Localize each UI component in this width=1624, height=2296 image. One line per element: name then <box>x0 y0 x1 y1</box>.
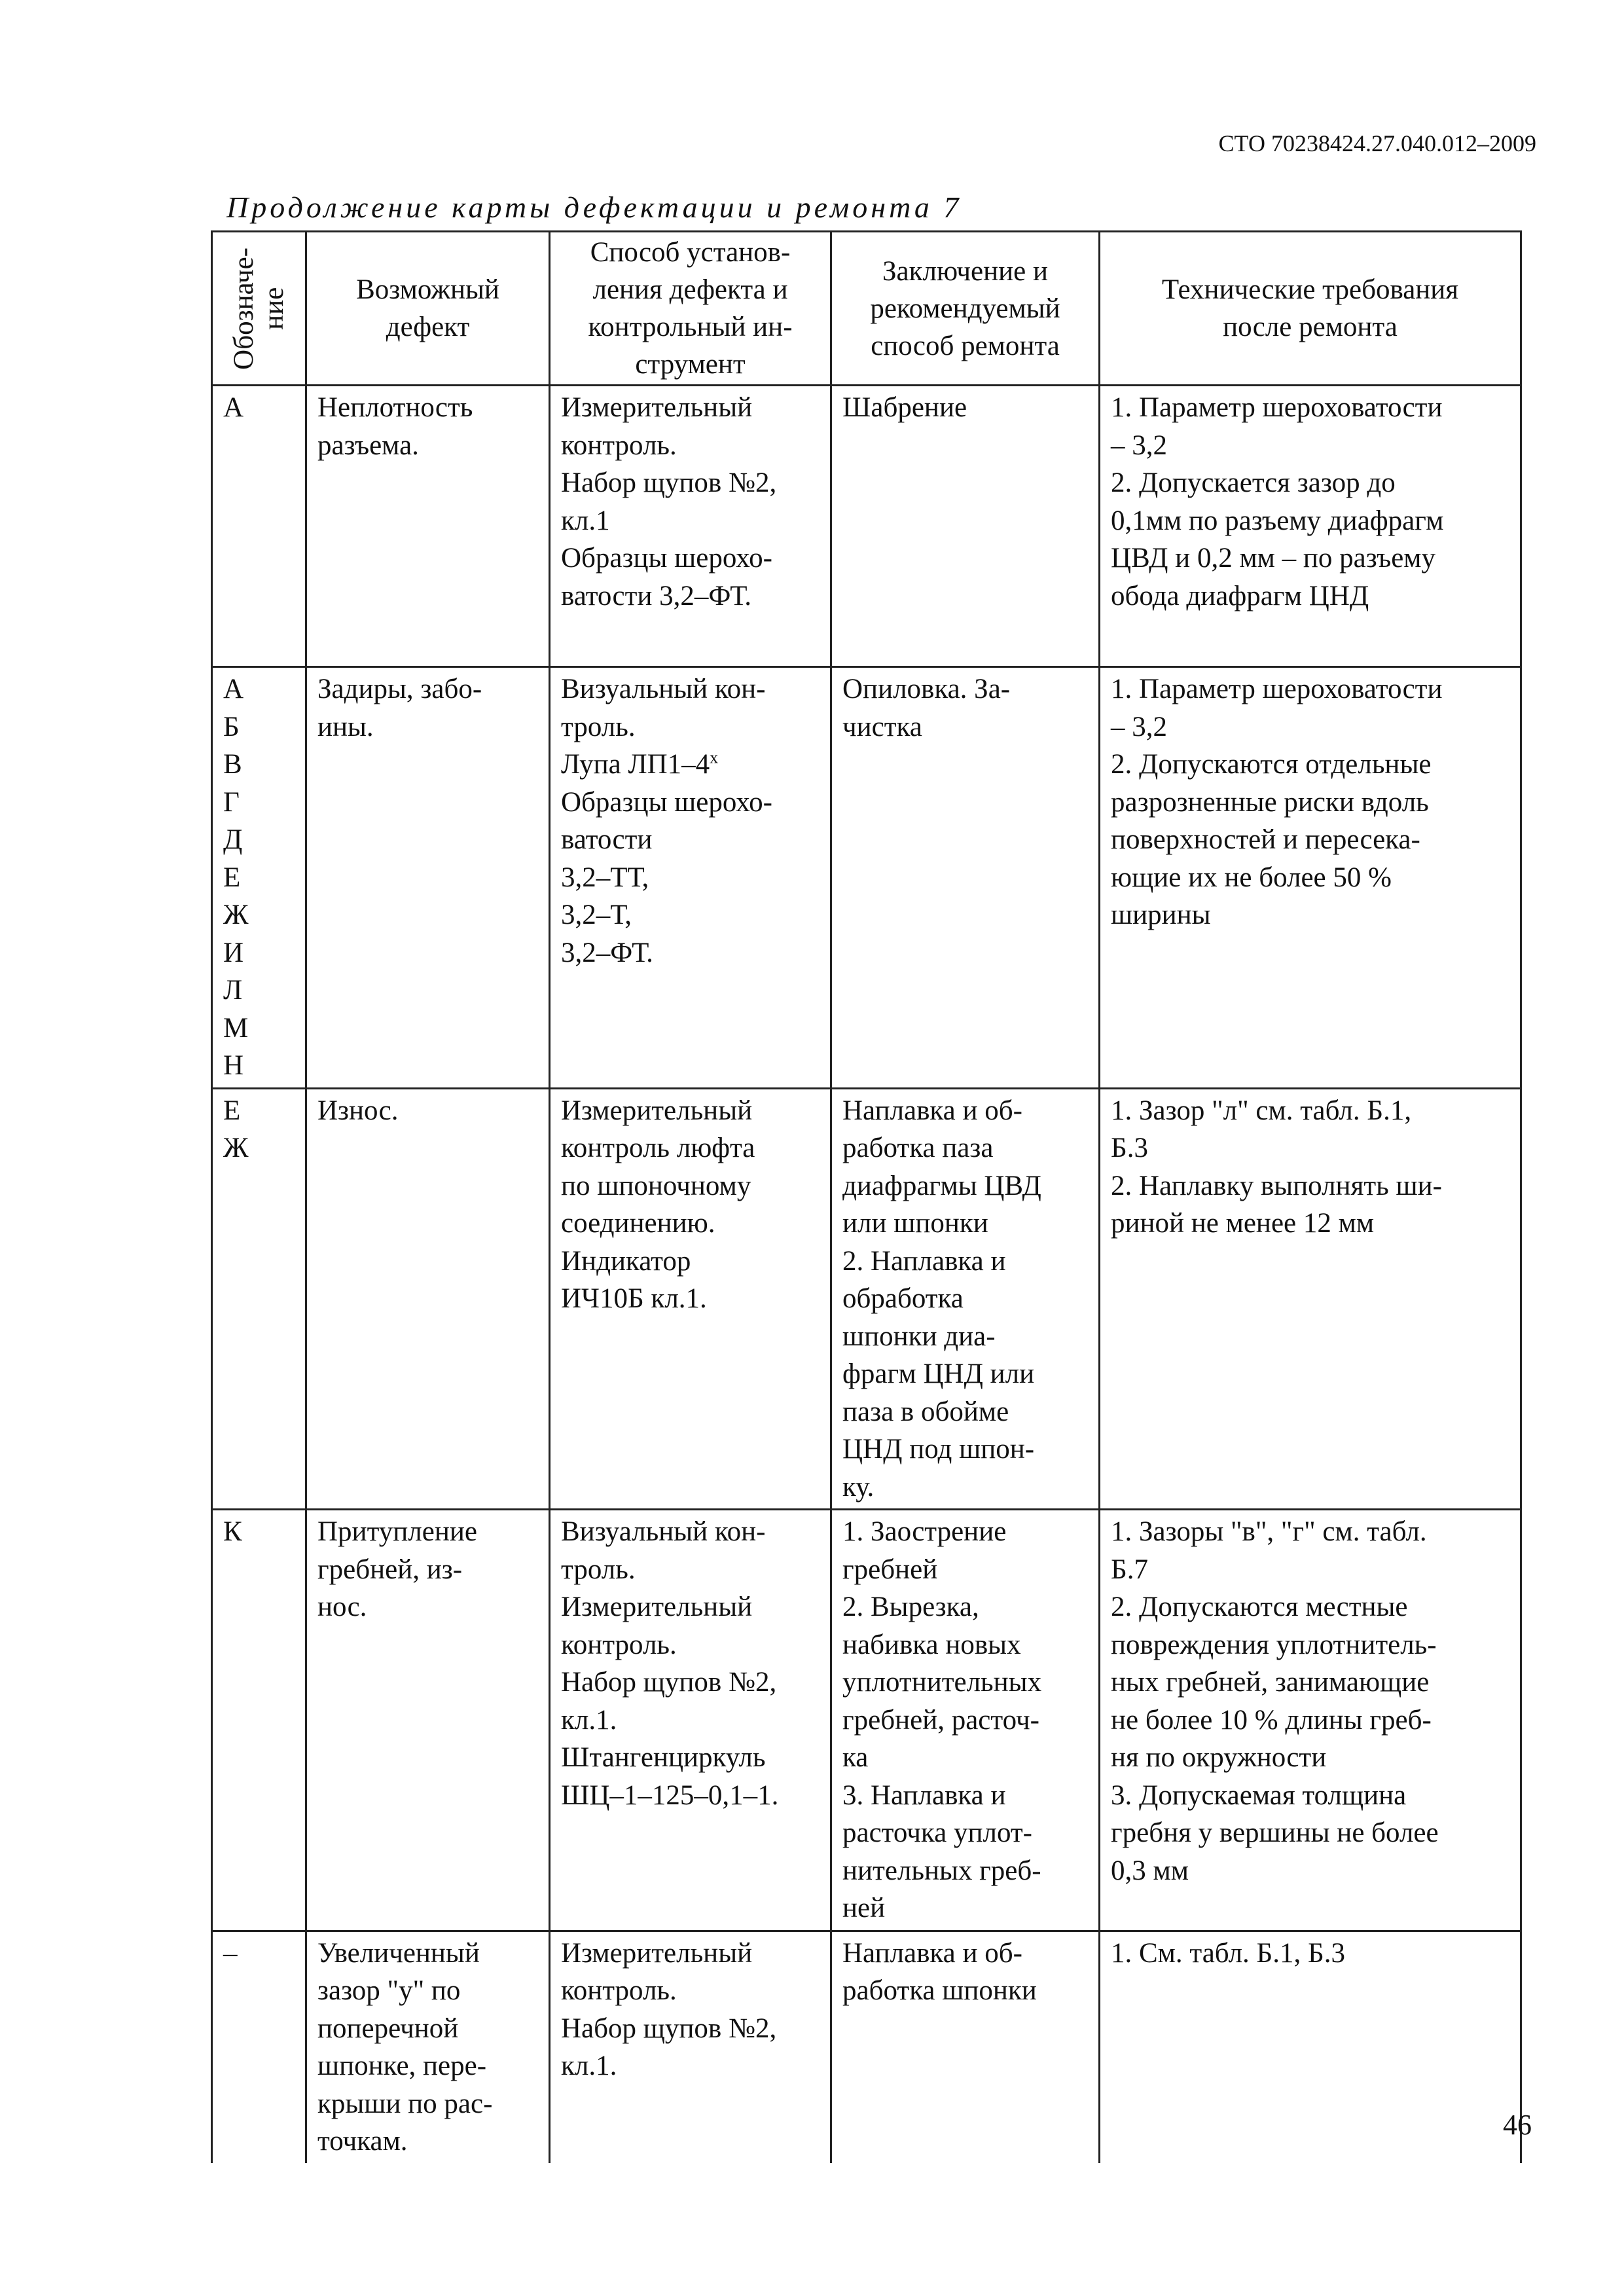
conclusion-line: паза в обойме <box>842 1396 1009 1427</box>
header-conclusion <box>831 232 1100 386</box>
defect-line: Притупление <box>317 1516 477 1547</box>
defect-line: Износ. <box>317 1095 399 1126</box>
method-line: контроль. <box>561 429 677 461</box>
method-line: Измерительный <box>561 1937 753 1969</box>
conclusion-line: фрагм ЦНД или <box>842 1358 1035 1389</box>
header-designation-line: ние <box>258 287 289 330</box>
conclusion-line: гребней, расточ- <box>842 1704 1039 1736</box>
header-defect-line: дефект <box>386 312 470 342</box>
requirements-line: обода диафрагм ЦНД <box>1111 580 1369 611</box>
requirements-line: Б.3 <box>1111 1133 1148 1163</box>
method-line: контроль. <box>561 1629 677 1660</box>
requirements-line: гребня у вершины не более <box>1111 1817 1439 1848</box>
method-line: троль. <box>561 711 636 742</box>
method-line: ватости 3,2–ФТ. <box>561 580 752 611</box>
method-line: Образцы шерохо- <box>561 543 772 574</box>
designation-line: И <box>223 937 244 968</box>
method-line: кл.1 <box>561 505 610 536</box>
header-defect <box>306 232 550 386</box>
designation-line: Л <box>223 975 243 1006</box>
designation-line: Ж <box>223 1133 249 1163</box>
conclusion-line: обработка <box>842 1283 964 1314</box>
cell-conclusion <box>831 1088 1100 1510</box>
cell-conclusion <box>831 1510 1100 1931</box>
header-conclusion-line: рекомендуемый <box>870 293 1060 324</box>
cell-requirements <box>1100 1088 1521 1510</box>
conclusion-line: работка шпонки <box>842 1975 1037 2006</box>
conclusion-line: ней <box>842 1893 886 1923</box>
defect-line: Увеличенный <box>317 1937 480 1969</box>
method-line: Набор щупов №2, <box>561 2013 777 2044</box>
cell-conclusion <box>831 386 1100 667</box>
table-row <box>212 1510 1521 1931</box>
requirements-line: 1. Зазор "л" см. табл. Б.1, <box>1111 1095 1412 1126</box>
cell-requirements <box>1100 1931 1521 2163</box>
table-row <box>212 386 1521 667</box>
requirements-line: поверхностей и пересека- <box>1111 824 1420 855</box>
designation-line: Г <box>223 786 240 818</box>
conclusion-line: 1. Заострение <box>842 1516 1007 1547</box>
method-line: по шпоночному <box>561 1170 751 1201</box>
method-line: Измерительный <box>561 1592 753 1622</box>
designation-line: В <box>223 749 242 780</box>
cell-defect <box>306 1088 550 1510</box>
header-conclusion-line: Заключение и <box>882 255 1049 287</box>
cell-conclusion <box>831 1931 1100 2163</box>
method-line: 3,2–ФТ. <box>561 937 653 968</box>
designation-line: – <box>223 1937 238 1969</box>
header-conclusion-line: способ ремонта <box>871 330 1060 361</box>
method-line: троль. <box>561 1554 636 1585</box>
method-line: кл.1. <box>561 2050 617 2081</box>
method-line: 3,2–Т, <box>561 900 632 930</box>
header-method-line: ления дефекта и <box>592 274 788 305</box>
conclusion-line: диафрагмы ЦВД <box>842 1170 1041 1201</box>
conclusion-line: 3. Наплавка и <box>842 1779 1006 1811</box>
method-line: Измерительный <box>561 392 753 423</box>
designation-line: М <box>223 1012 249 1044</box>
conclusion-line: 2. Наплавка и <box>842 1245 1006 1277</box>
defect-line: крыши по рас- <box>317 2088 493 2119</box>
header-designation <box>212 232 306 386</box>
conclusion-line: нительных греб- <box>842 1855 1041 1886</box>
document-code: СТО 70238424.27.040.012–2009 <box>1218 130 1536 156</box>
cell-defect <box>306 667 550 1089</box>
defect-line: Задиры, забо- <box>317 674 482 704</box>
table-row <box>212 1931 1521 2163</box>
defect-line: шпонке, пере- <box>317 2050 487 2081</box>
requirements-line: ных гребней, занимающие <box>1111 1667 1430 1698</box>
requirements-line: ющие их не более 50 % <box>1111 862 1392 893</box>
method-line: Визуальный кон- <box>561 674 766 704</box>
requirements-line: ня по окружности <box>1111 1742 1327 1773</box>
method-line: соединению. <box>561 1208 715 1239</box>
cell-method <box>550 1088 831 1510</box>
table-caption: Продолжение карты дефектации и ремонта 7 <box>226 191 962 224</box>
defect-line: точкам. <box>317 2126 408 2157</box>
cell-requirements <box>1100 386 1521 667</box>
method-line: Набор щупов №2, <box>561 1667 777 1698</box>
conclusion-line: работка паза <box>842 1133 994 1163</box>
requirements-line: разрозненные риски вдоль <box>1111 786 1429 818</box>
cell-conclusion <box>831 667 1100 1089</box>
designation-line: Н <box>223 1050 244 1081</box>
requirements-line: 3. Допускаемая толщина <box>1111 1779 1407 1811</box>
cell-defect <box>306 1510 550 1931</box>
method-line: Образцы шерохо- <box>561 786 772 818</box>
requirements-line: 0,3 мм <box>1111 1855 1189 1886</box>
conclusion-line: или шпонки <box>842 1208 988 1239</box>
conclusion-line: чистка <box>842 711 922 742</box>
defect-line: зазор "у" по <box>317 1975 461 2006</box>
method-line: ватости <box>561 824 653 855</box>
cell-designation <box>212 667 306 1089</box>
designation-line: Б <box>223 711 240 742</box>
requirements-line: ширины <box>1111 900 1211 930</box>
conclusion-line: ку. <box>842 1471 875 1503</box>
table-row <box>212 667 1521 1089</box>
header-requirements <box>1100 232 1521 386</box>
requirements-line: повреждения уплотнитель- <box>1111 1629 1437 1660</box>
designation-line: А <box>223 674 244 704</box>
conclusion-line: 2. Вырезка, <box>842 1592 979 1622</box>
conclusion-line: шпонки диа- <box>842 1321 996 1352</box>
requirements-line: не более 10 % длины греб- <box>1111 1704 1432 1736</box>
method-line: контроль. <box>561 1975 677 2006</box>
conclusion-line: ка <box>842 1742 869 1773</box>
header-defect-line: Возможный <box>356 274 499 305</box>
defect-repair-table <box>211 230 1522 2163</box>
designation-line: Д <box>223 824 243 855</box>
designation-line: А <box>223 392 244 423</box>
method-line: кл.1. <box>561 1704 617 1736</box>
designation-line: Е <box>223 1095 241 1126</box>
requirements-line: ЦВД и 0,2 мм – по разъему <box>1111 543 1435 574</box>
cell-method <box>550 386 831 667</box>
superscript: x <box>710 748 719 767</box>
cell-method <box>550 667 831 1089</box>
cell-designation <box>212 1510 306 1931</box>
method-line: Лупа ЛП1–4$^x$ <box>561 748 719 780</box>
requirements-line: 1. См. табл. Б.1, Б.3 <box>1111 1937 1345 1969</box>
requirements-line: 2. Допускаются отдельные <box>1111 749 1432 780</box>
requirements-line: 2. Наплавку выполнять ши- <box>1111 1170 1442 1201</box>
method-line: Набор щупов №2, <box>561 467 777 498</box>
requirements-line: 1. Зазоры "в", "г" см. табл. <box>1111 1516 1427 1547</box>
header-method-line: Способ установ- <box>590 237 791 268</box>
requirements-line: 1. Параметр шероховатости <box>1111 674 1443 704</box>
header-method-line: струмент <box>635 349 746 380</box>
method-line: ШЦ–1–125–0,1–1. <box>561 1779 779 1811</box>
defect-line: поперечной <box>317 2013 459 2044</box>
requirements-line: – 3,2 <box>1111 429 1167 461</box>
defect-line: нос. <box>317 1592 367 1622</box>
cell-designation <box>212 1931 306 2163</box>
designation-line: Ж <box>223 900 249 930</box>
method-line: ИЧ10Б кл.1. <box>561 1283 707 1314</box>
table-row <box>212 1088 1521 1510</box>
requirements-line: 2. Допускается зазор до <box>1111 467 1396 498</box>
conclusion-line: расточка уплот- <box>842 1817 1032 1848</box>
method-line: Индикатор <box>561 1245 691 1277</box>
defect-line: ины. <box>317 711 374 742</box>
table-header-row <box>212 232 1521 386</box>
header-method-line: контрольный ин- <box>588 312 793 342</box>
defect-line: разъема. <box>317 429 419 461</box>
conclusion-line: Опиловка. За- <box>842 674 1011 704</box>
cell-method <box>550 1931 831 2163</box>
requirements-line: риной не менее 12 мм <box>1111 1208 1375 1239</box>
conclusion-line: набивка новых <box>842 1629 1021 1660</box>
header-designation-line: Обозначе- <box>228 247 259 370</box>
requirements-line: 0,1мм по разъему диафрагм <box>1111 505 1444 536</box>
conclusion-line: гребней <box>842 1554 938 1585</box>
requirements-line: – 3,2 <box>1111 711 1167 742</box>
defect-line: Неплотность <box>317 392 473 423</box>
header-method <box>550 232 831 386</box>
conclusion-line: Шабрение <box>842 392 967 423</box>
table-body <box>212 386 1521 2163</box>
designation-line: К <box>223 1516 242 1547</box>
header-requirements-line: Технические требования <box>1161 274 1459 305</box>
method-line: контроль люфта <box>561 1133 755 1163</box>
method-line: Визуальный кон- <box>561 1516 766 1547</box>
conclusion-line: уплотнительных <box>842 1667 1042 1698</box>
conclusion-line: Наплавка и об- <box>842 1095 1022 1126</box>
cell-designation <box>212 1088 306 1510</box>
cell-defect <box>306 1931 550 2163</box>
cell-method <box>550 1510 831 1931</box>
method-line: 3,2–ТТ, <box>561 862 649 893</box>
cell-requirements <box>1100 1510 1521 1931</box>
cell-requirements <box>1100 667 1521 1089</box>
conclusion-line: Наплавка и об- <box>842 1937 1022 1969</box>
method-line: Штангенциркуль <box>561 1742 766 1773</box>
designation-line: Е <box>223 862 241 893</box>
cell-defect <box>306 386 550 667</box>
requirements-line: 2. Допускаются местные <box>1111 1592 1408 1622</box>
page-number: 46 <box>1503 2109 1532 2141</box>
conclusion-line: ЦНД под шпон- <box>842 1434 1035 1465</box>
defect-line: гребней, из- <box>317 1554 463 1585</box>
requirements-line: 1. Параметр шероховатости <box>1111 392 1443 423</box>
header-requirements-line: после ремонта <box>1223 312 1398 342</box>
cell-designation <box>212 386 306 667</box>
method-line: Измерительный <box>561 1095 753 1126</box>
requirements-line: Б.7 <box>1111 1554 1148 1585</box>
